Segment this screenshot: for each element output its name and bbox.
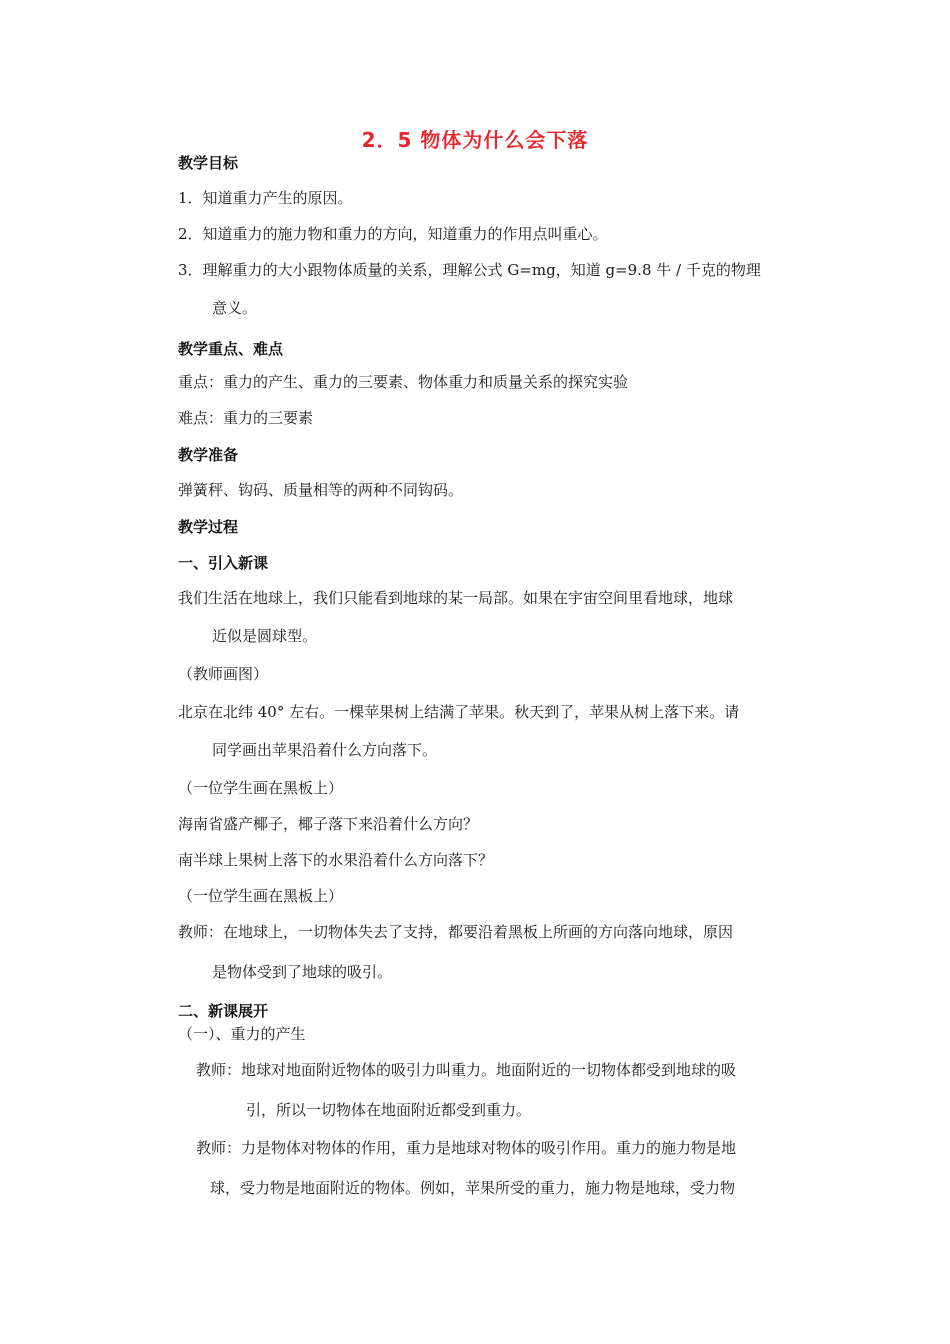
goal-2: 2．知道重力的施力物和重力的方向，知道重力的作用点叫重心。 (178, 225, 608, 243)
difficult-point: 难点：重力的三要素 (178, 409, 314, 427)
page-title: 2．5 物体为什么会下落 (361, 128, 589, 152)
paragraph: 我们生活在地球上，我们只能看到地球的某一局部。如果在宇宙空间里看地球，地球 (178, 589, 734, 607)
process-heading: 教学过程 (178, 518, 239, 536)
intro-heading: 一、引入新课 (178, 554, 269, 572)
paragraph: 北京在北纬 40° 左右。一棵苹果树上结满了苹果。秋天到了，苹果从树上落下来。请 (178, 703, 740, 721)
goal-3-cont: 意义。 (212, 299, 258, 317)
paragraph-cont: 同学画出苹果沿着什么方向落下。 (212, 741, 438, 759)
paragraph-cont: 是物体受到了地球的吸引。 (212, 963, 393, 981)
key-heading: 教学重点、难点 (178, 340, 284, 358)
prep-heading: 教学准备 (178, 446, 239, 464)
key-point: 重点：重力的产生、重力的三要素、物体重力和质量关系的探究实验 (178, 373, 629, 391)
paragraph: 教师：地球对地面附近物体的吸引力叫重力。地面附近的一切物体都受到地球的吸 (196, 1061, 737, 1079)
new-lesson-heading: 二、新课展开 (178, 1002, 269, 1020)
subheading: （一）、重力的产生 (178, 1025, 306, 1043)
paragraph: （一位学生画在黑板上） (178, 779, 344, 797)
prep-text: 弹簧秤、钩码、质量相等的两种不同钩码。 (178, 481, 464, 499)
paragraph: 教师：力是物体对物体的作用，重力是地球对物体的吸引作用。重力的施力物是地 (196, 1139, 737, 1157)
paragraph-cont: 引，所以一切物体在地面附近都受到重力。 (246, 1101, 532, 1119)
paragraph: （教师画图） (178, 665, 269, 683)
paragraph-cont: 近似是圆球型。 (212, 627, 318, 645)
paragraph: 南半球上果树上落下的水果沿着什么方向落下？ (178, 851, 494, 869)
paragraph: 教师：在地球上，一切物体失去了支持，都要沿着黑板上所画的方向落向地球，原因 (178, 923, 734, 941)
paragraph-cont: 球，受力物是地面附近的物体。例如，苹果所受的重力，施力物是地球，受力物 (210, 1179, 736, 1197)
paragraph: 海南省盛产椰子，椰子落下来沿着什么方向？ (178, 815, 479, 833)
goal-1: 1．知道重力产生的原因。 (178, 189, 353, 207)
goal-3: 3．理解重力的大小跟物体质量的关系，理解公式 G=mg，知道 g=9.8 牛 / 千克的物理 (178, 261, 761, 279)
paragraph: （一位学生画在黑板上） (178, 887, 344, 905)
goals-heading: 教学目标 (178, 154, 239, 172)
